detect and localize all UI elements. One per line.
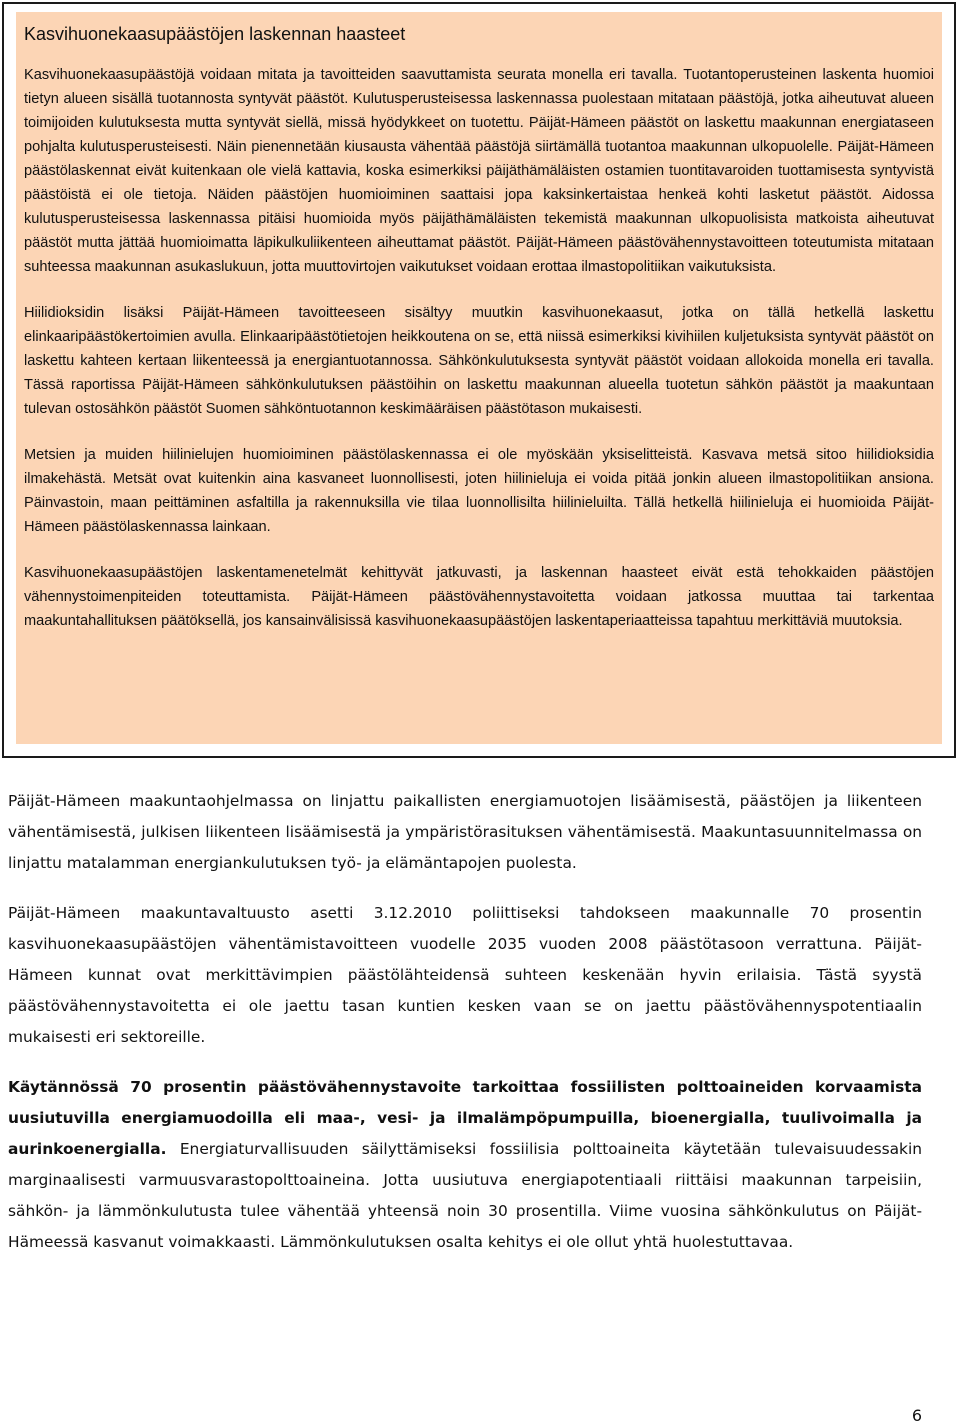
info-box-paragraph-1: Kasvihuonekaasupäästöjä voidaan mitata ja tavoitteiden saavuttamista seurata monella eri tavalla. Tuotantoperusteinen laskenta huomioi tietyn alueen sisällä tuotannosta syntyvät päästöt. Kulutusperusteisessa laskennassa puolestaan mitataan päästöjä, jotka aiheutuvat alueen toimijoiden kulutuksesta mutta syntyvät siellä, missä hyödykkeet on tuotettu. Päijät-Hämeen päästöt on laskettu maakunnan energiataseen pohjalta kulutusperusteisesti. Näin pienennetään kiusausta vähentää päästöjä siirtämällä tuotantoa maakunnan ulkopuolelle. Päijät-Hämeen päästölaskennat eivät kuitenkaan ole vielä kattavia, koska esimerkiksi päijäthämäläisten ostamien tuontitavaroiden tuottamisesta syntyvistä päästöistä ei ole tietoja. Näiden päästöjen huomioiminen saattaisi jopa kaksinkertaistaa henkeä kohti lasketut päästöt. Aidossa kulutusperusteisessa laskennassa pitäisi huomioida myös päijäthämäläisten tekemistä maakunnan ulkopuolisista matkoista aiheutuvat päästöt mutta jättää huomioimatta läpikulkuliikenteen aiheuttamat päästöt. Päijät-Hämeen päästövähennystavoitteen toteutumista mitataan suhteessa maakunnan asukaslukuun, jotta muuttovirtojen vaikutukset voidaan erottaa ilmastopolitiikan vaikutuksista. xyxy=(24,67,934,275)
main-body-text xyxy=(8,786,922,1277)
body-paragraph-2: Päijät-Hämeen maakuntavaltuusto asetti 3.12.2010 poliittiseksi tahdokseen maakunnalle 70 prosentin kasvihuonekaasupäästöjen vähentämistavoitteen vuodelle 2035 vuoden 2008 päästötasoon verrattuna. Päijät-Hämeen kunnat ovat merkittävimpien päästölähteidensä suhteen keskenään hyvin erilaisia. Tästä syystä päästövähennystavoitetta ei ole jaettu tasan kuntien kesken vaan se on jaettu päästövähennyspotentiaalin mukaisesti eri sektoreille. xyxy=(8,904,922,1046)
info-box-content xyxy=(16,12,942,744)
body-paragraph-3-rest: Energiaturvallisuuden säilyttämiseksi fossiilisia polttoaineita käytetään tulevaisuudessakin marginaalisesti varmuusvarastopolttoaineina. Jotta uusiutuva energiapotentiaali riittäisi maakunnan tarpeisiin, sähkön- ja lämmönkulutusta tulee vähentää yhteensä noin 30 prosentilla. Viime vuosina sähkönkulutus on Päijät-Hämeessä kasvanut voimakkaasti. Lämmönkulutuksen osalta kehitys ei ole ollut yhtä huolestuttavaa. xyxy=(8,1140,922,1251)
info-box-paragraph-2: Hiilidioksidin lisäksi Päijät-Hämeen tavoitteeseen sisältyy muutkin kasvihuonekaasut, jotka on tällä hetkellä laskettu elinkaaripäästökertoimien avulla. Elinkaaripäästötietojen heikkoutena on se, että niissä esimerkiksi kivihiilen kuljetuksista syntyvät päästöt on laskettu kahteen kertaan liikenteessä ja energiantuotannossa. Sähkönkulutuksesta syntyvät päästöt voidaan allokoida monella eri tavalla. Tässä raportissa Päijät-Hämeen sähkönkulutuksen päästöihin on laskettu maakunnan alueella tuotetun sähkön päästöt ja maakuntaan tulevan ostosähkön päästöt Suomen sähköntuotannon keskimääräisen päästötason mukaisesti. xyxy=(24,305,934,417)
body-paragraph-3-bold: Käytännössä 70 prosentin päästövähennystavoite tarkoittaa fossiilisten polttoaineiden korvaamista uusiutuvilla energiamuodoilla eli maa-, vesi- ja ilmalämpöpumpuilla, bioenergialla, tuulivoimalla ja aurinkoenergialla. xyxy=(8,1078,922,1158)
body-paragraph-3 xyxy=(8,1072,922,1258)
info-box xyxy=(2,2,956,758)
body-paragraph-1: Päijät-Hämeen maakuntaohjelmassa on linjattu paikallisten energiamuotojen lisäämisestä, päästöjen ja liikenteen vähentämisestä, julkisen liikenteen lisäämisestä ja ympäristörasituksen vähentämisestä. Maakuntasuunnitelmassa on linjattu matalamman energiankulutuksen työ- ja elämäntapojen puolesta. xyxy=(8,792,922,872)
info-box-paragraph-4: Kasvihuonekaasupäästöjen laskentamenetelmät kehittyvät jatkuvasti, ja laskennan haasteet eivät estä tehokkaiden päästöjen vähennystoimenpiteiden toteuttamista. Päijät-Hämeen päästövähennystavoitetta voidaan jatkossa muuttaa tai tarkentaa maakuntahallituksen päätöksellä, jos kansainvälisissä kasvihuonekaasupäästöjen laskentaperiaatteissa tapahtuu merkittäviä muutoksia. xyxy=(24,565,934,629)
info-box-title: Kasvihuonekaasupäästöjen laskennan haasteet xyxy=(24,24,406,44)
page-number: 6 xyxy=(911,1406,922,1425)
info-box-paragraph-3: Metsien ja muiden hiilinielujen huomioiminen päästölaskennassa ei ole myöskään yksiselitteistä. Kasvava metsä sitoo hiilidioksidia ilmakehästä. Metsät ovat kuitenkin aina kasvaneet luonnollisesti, joten hiilinieluja ei voida pitää jonkin alueen ilmastopolitiikan ansiona. Päinvastoin, maan peittäminen asfaltilla ja rakennuksilla vie tilaa luonnollisilta hiilinieluilta. Tällä hetkellä hiilinieluja ei huomioida Päijät-Hämeen päästölaskennassa lainkaan. xyxy=(24,447,934,535)
